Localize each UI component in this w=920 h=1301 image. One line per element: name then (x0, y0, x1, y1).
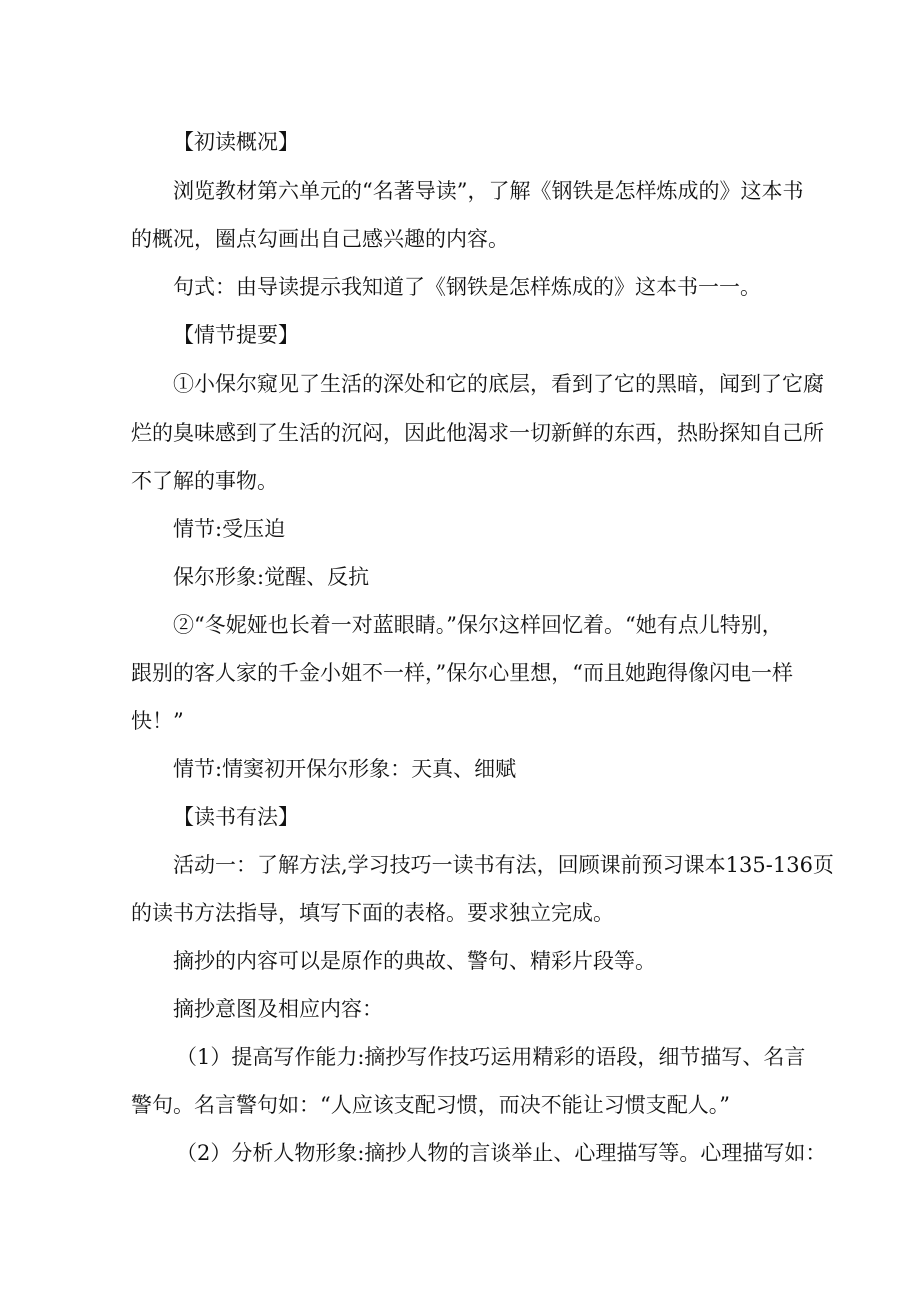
heading-first-reading: 【初读概况】 (173, 130, 299, 154)
paragraph-line: 情节:受压迫 (173, 517, 286, 541)
paragraph-line: 情节:情窦初开保尔形象：天真、细赋 (173, 757, 517, 781)
paragraph-line: 活动一：了解方法,学习技巧一读书有法，回顾课前预习课本135-136页 (173, 853, 834, 877)
paragraph-line: ①小保尔窥见了生活的深处和它的底层，看到了它的黑暗，闻到了它腐 (173, 372, 824, 396)
paragraph-line: 保尔形象:觉醒、反抗 (173, 565, 370, 589)
paragraph-line: 快！” (131, 709, 184, 733)
paragraph-line: 的概况，圈点勾画出自己感兴趣的内容。 (131, 227, 509, 251)
paragraph-line: 浏览教材第六单元的“名著导读”，了解《钢铁是怎样炼成的》这本书 (173, 179, 804, 203)
heading-reading-method: 【读书有法】 (173, 805, 299, 829)
paragraph-line: （2）分析人物形象:摘抄人物的言谈举止、心理描写等。心理描写如： (176, 1141, 827, 1165)
paragraph-line: 烂的臭味感到了生活的沉闷，因此他渴求一切新鲜的东西，热盼探知自己所 (131, 421, 824, 445)
paragraph-line: 摘抄意图及相应内容： (173, 997, 383, 1021)
paragraph-line: 警句。名言警句如：“人应该支配习惯，而决不能让习惯支配人。” (131, 1093, 730, 1117)
paragraph-line: 的读书方法指导，填写下面的表格。要求独立完成。 (131, 901, 614, 925)
paragraph-line: 句式：由导读提示我知道了《钢铁是怎样炼成的》这本书一一。 (173, 275, 761, 299)
paragraph-line: 不了解的事物。 (131, 469, 278, 493)
paragraph-line: 摘抄的内容可以是原作的典故、警句、精彩片段等。 (173, 949, 656, 973)
paragraph-line: （1）提高写作能力:摘抄写作技巧运用精彩的语段，细节描写、名言 (176, 1045, 806, 1069)
paragraph-line: ②“冬妮娅也长着一对蓝眼睛。”保尔这样回忆着。“她有点儿特别， (173, 613, 783, 637)
heading-plot-summary: 【情节提要】 (173, 323, 299, 347)
paragraph-line: 跟别的客人家的千金小姐不一样，”保尔心里想，“而且她跑得像闪电一样 (131, 661, 793, 685)
